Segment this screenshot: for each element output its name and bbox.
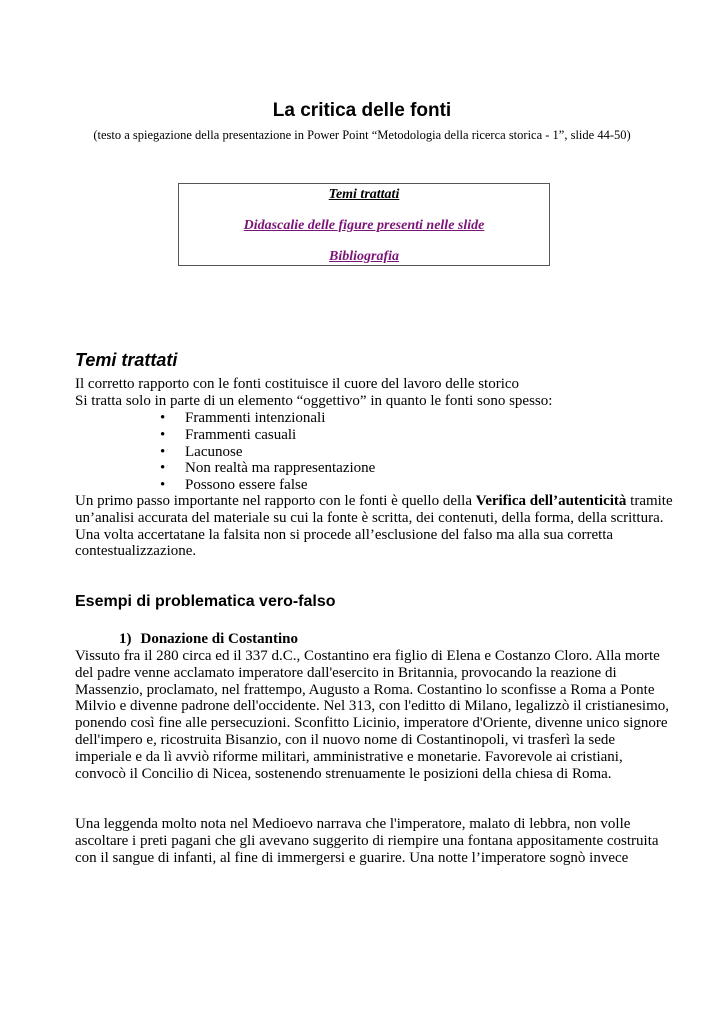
toc-link-temi-trattati[interactable]: Temi trattati (328, 187, 400, 202)
sources-bullet-list (160, 410, 375, 494)
list-item: • Possono essere false (160, 477, 308, 494)
authenticity-paragraph (75, 493, 675, 560)
bullet-icon: • (160, 410, 166, 426)
page-subtitle: (testo a spiegazione della presentazione in Power Point “Metodologia della ricerca storica - 1”, slide 44-50) (93, 128, 631, 142)
legend-paragraph: Una leggenda molto nota nel Medioevo narrava che l'imperatore, malato di lebbra, non volle ascoltare i preti pagani che gli avevano suggerito di riempire una fontana appositamente costruita con il sangue di infanti, al fine di immergersi e guarire. Una notte l’imperatore sognò invece (75, 816, 659, 866)
example-heading (119, 631, 298, 648)
list-item: • Frammenti intenzionali (160, 410, 326, 426)
list-item: • Lacunose (160, 443, 243, 460)
authenticity-text-post: tramite un’analisi accurata del materiale su cui la fonte è scritta, dei contenuti, della forma, della scrittura. Una volta accertatane la falsita non si procede all’esclusione del falso ma alla sua corretta contestualizzazione. (75, 493, 673, 560)
intro-paragraph (75, 376, 675, 410)
costantino-paragraph: Vissuto fra il 280 circa ed il 337 d.C., Costantino era figlio di Elena e Costanzo Cloro. Alla morte del padre venne acclamato imperatore dall'esercito in Britannia, provocando la reazione di Massenzio, proclamato, nel frattempo, Augusto a Roma. Costantino lo sconfisse a Roma a Ponte Milvio e divenne padrone dell'occidente. Nel 313, con l'editto di Milano, legalizzò il cristianesimo, ponendo così fine alle persecuzioni. Sconfitto Licinio, imperatore d'Oriente, divenne unico signore dell'impero e, ricostruita Bisanzio, con il nuovo nome di Costantinopoli, vi trasferì la sede imperiale e da lì avviò riforme militari, amministrative e monetarie. Favorevole ai cristiani, convocò il Concilio di Nicea, sostenendo strenuamente le posizioni della chiesa di Roma. (75, 648, 669, 782)
section-heading-esempi: Esempi di problematica vero-falso (75, 593, 336, 610)
section-heading-temi-trattati: Temi trattati (75, 350, 178, 370)
intro-line-1: Il corretto rapporto con le fonti costituisce il cuore del lavoro delle storico (75, 376, 520, 392)
toc-link-didascalie[interactable]: Didascalie delle figure presenti nelle slide (243, 218, 485, 233)
authenticity-term: Verifica dell’autenticità (475, 493, 627, 509)
example-title: Donazione di Costantino (140, 631, 299, 647)
page-title: La critica delle fonti (272, 100, 452, 121)
example-number: 1) (119, 631, 132, 647)
toc-link-bibliografia[interactable]: Bibliografia (328, 249, 399, 264)
list-item: • Frammenti casuali (160, 426, 297, 443)
list-item: • Non realtà ma rappresentazione (160, 460, 376, 477)
authenticity-text-pre: Un primo passo importante nel rapporto con le fonti è quello della (75, 493, 476, 509)
bullet-icon: • (160, 460, 166, 477)
table-of-contents (178, 183, 550, 266)
bullet-icon: • (160, 443, 166, 460)
bullet-icon: • (160, 477, 166, 494)
intro-line-2: Si tratta solo in parte di un elemento “oggettivo” in quanto le fonti sono spesso: (75, 392, 553, 409)
bullet-icon: • (160, 426, 166, 443)
